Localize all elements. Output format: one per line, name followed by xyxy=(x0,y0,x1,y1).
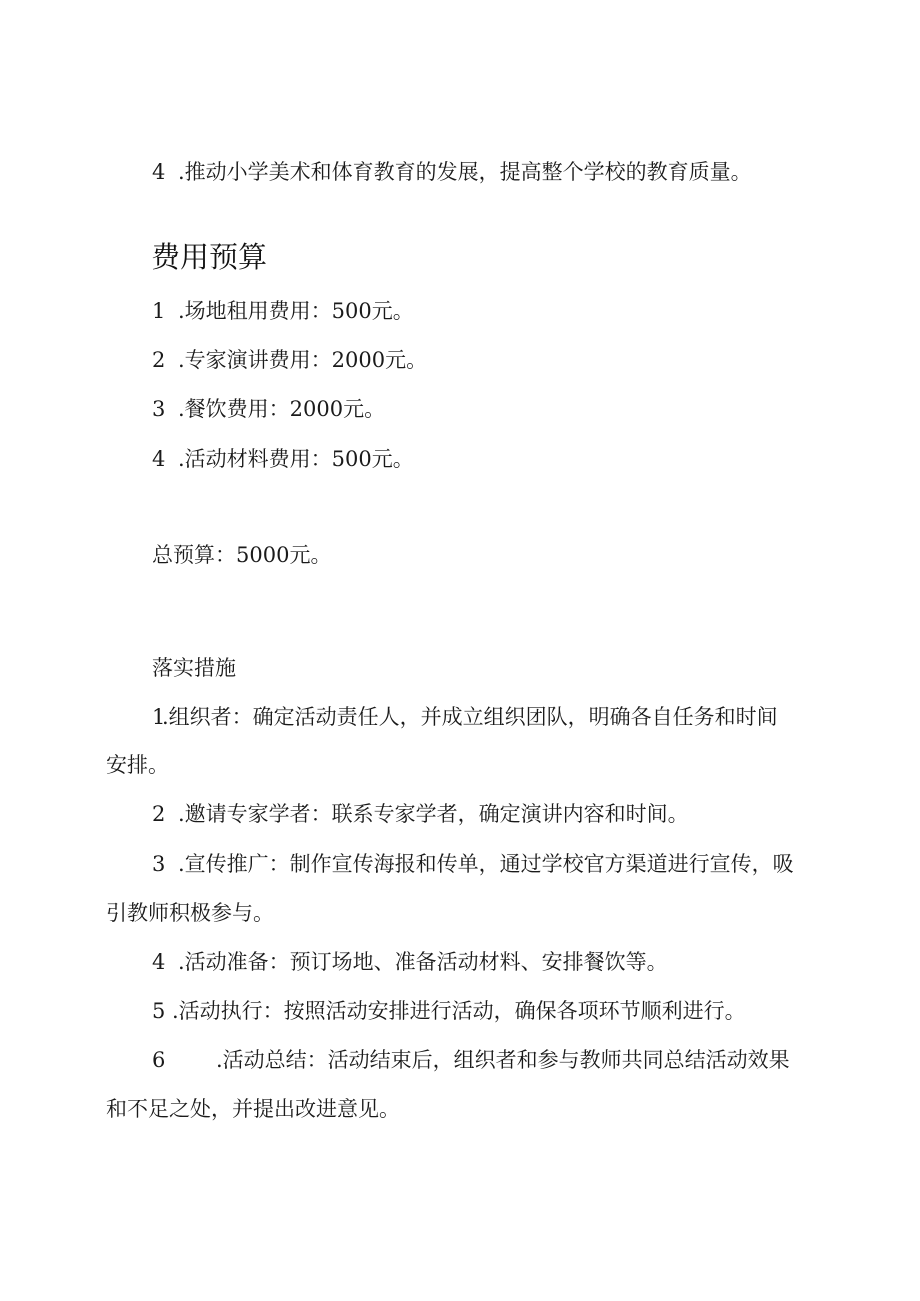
goal-item-4-number: 4 xyxy=(152,160,166,184)
budget-item-4 xyxy=(152,446,414,472)
budget-item-1 xyxy=(152,298,414,324)
budget-item-4-number: 4 xyxy=(152,447,166,471)
goal-item-4 xyxy=(152,159,752,185)
budget-item-3 xyxy=(152,396,385,422)
measure-item-6-text: .活动总结：活动结束后，组织者和参与教师共同总结活动效果 xyxy=(216,1048,790,1072)
measure-item-5 xyxy=(152,998,746,1024)
measure-item-1-continuation: 安排。 xyxy=(106,753,169,777)
measure-item-3 xyxy=(152,851,794,877)
measures-heading: 落实措施 xyxy=(152,656,236,680)
budget-item-3-number: 3 xyxy=(152,397,166,421)
measure-item-6-number: 6 xyxy=(152,1048,166,1072)
measure-item-3-continuation: 引教师积极参与。 xyxy=(106,901,274,925)
measure-item-4-number: 4 xyxy=(152,950,166,974)
budget-item-2-text: .专家演讲费用：2000元。 xyxy=(178,348,428,372)
measure-item-6-continuation: 和不足之处，并提出改进意见。 xyxy=(106,1097,400,1121)
measure-item-4-text: .活动准备：预订场地、准备活动材料、安排餐饮等。 xyxy=(178,950,668,974)
measure-item-4 xyxy=(152,949,668,975)
budget-item-2 xyxy=(152,347,427,373)
measure-item-5-number: 5 xyxy=(152,999,166,1023)
measure-item-1-text: .组织者：确定活动责任人，并成立组织团队，明确各自任务和时间 xyxy=(162,705,778,729)
budget-item-3-text: .餐饮费用：2000元。 xyxy=(178,397,386,421)
budget-item-4-text: .活动材料费用：500元。 xyxy=(178,447,414,471)
budget-heading: 费用预算 xyxy=(151,240,268,274)
measure-item-5-text: .活动执行：按照活动安排进行活动，确保各项环节顺利进行。 xyxy=(172,999,746,1023)
measure-item-2-text: .邀请专家学者：联系专家学者，确定演讲内容和时间。 xyxy=(178,802,689,826)
budget-item-2-number: 2 xyxy=(152,348,166,372)
measure-item-6 xyxy=(152,1047,790,1073)
budget-total: 总预算：5000元。 xyxy=(152,543,332,567)
measure-item-3-text: .宣传推广：制作宣传海报和传单，通过学校官方渠道进行宣传，吸 xyxy=(178,852,794,876)
budget-item-1-text: .场地租用费用：500元。 xyxy=(178,299,414,323)
goal-item-4-text: .推动小学美术和体育教育的发展，提高整个学校的教育质量。 xyxy=(178,160,752,184)
measure-item-1 xyxy=(152,704,778,730)
budget-item-1-number: 1 xyxy=(152,299,166,323)
measure-item-2 xyxy=(152,801,689,827)
measure-item-3-number: 3 xyxy=(152,852,166,876)
measure-item-2-number: 2 xyxy=(152,802,166,826)
measure-item-1-number: 1 xyxy=(152,705,166,729)
